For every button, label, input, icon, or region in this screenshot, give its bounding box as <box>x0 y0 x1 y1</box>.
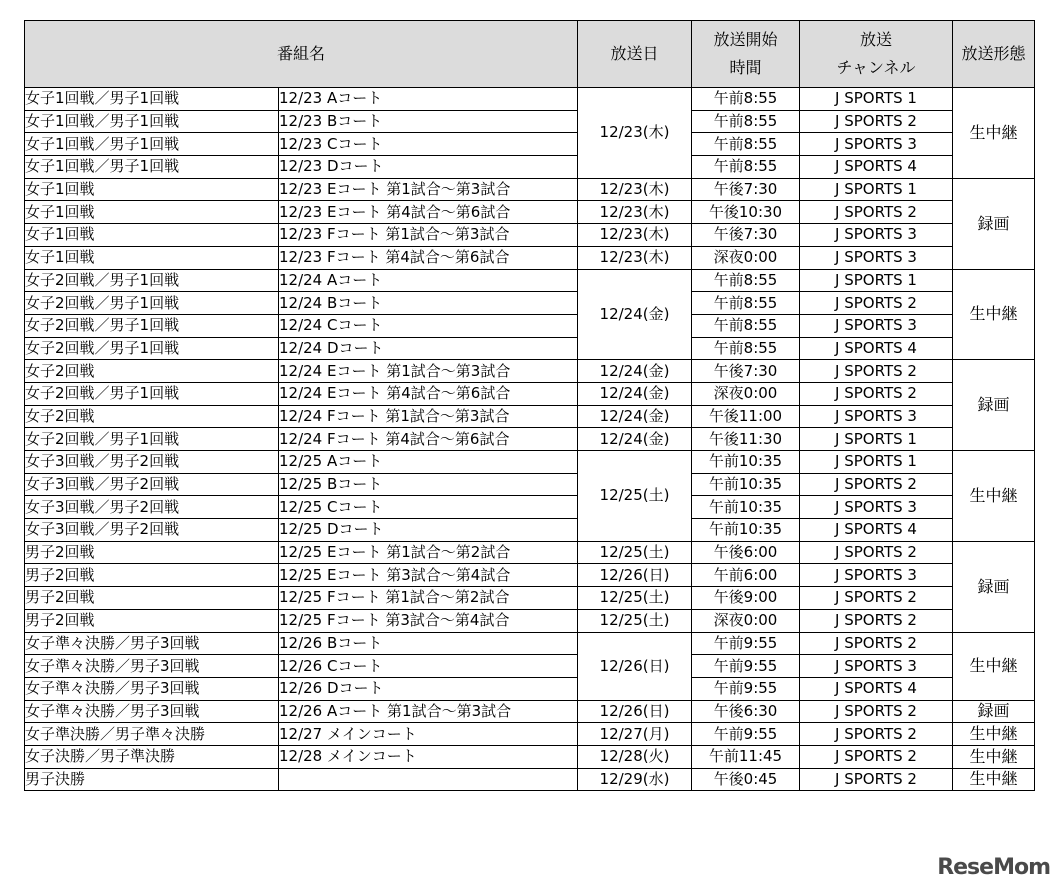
table-row <box>25 768 1035 791</box>
program-cell: 女子1回戦 <box>25 246 279 269</box>
court-cell: 12/25 Eコート 第3試合～第4試合 <box>279 564 578 587</box>
court-cell: 12/25 Bコート <box>279 473 578 496</box>
court-cell: 12/24 Dコート <box>279 337 578 360</box>
court-cell: 12/28 メインコート <box>279 745 578 768</box>
date-cell: 12/25(土) <box>578 541 692 564</box>
court-cell: 12/23 Aコート <box>279 88 578 111</box>
date-cell: 12/23(木) <box>578 246 692 269</box>
time-cell: 午前9:55 <box>692 632 800 655</box>
court-cell: 12/24 Fコート 第4試合～第6試合 <box>279 428 578 451</box>
format-cell: 生中継 <box>953 269 1035 360</box>
program-cell: 女子1回戦 <box>25 178 279 201</box>
channel-cell: J SPORTS 1 <box>800 178 953 201</box>
court-cell: 12/25 Dコート <box>279 519 578 542</box>
program-cell: 女子準決勝／男子準々決勝 <box>25 723 279 746</box>
program-cell: 女子1回戦 <box>25 201 279 224</box>
program-cell: 女子2回戦／男子1回戦 <box>25 269 279 292</box>
format-cell: 生中継 <box>953 88 1035 179</box>
program-cell: 女子2回戦／男子1回戦 <box>25 337 279 360</box>
table-row <box>25 110 1035 133</box>
table-row <box>25 451 1035 474</box>
court-cell: 12/26 Aコート 第1試合～第3試合 <box>279 700 578 723</box>
court-cell: 12/23 Fコート 第1試合～第3試合 <box>279 224 578 247</box>
program-cell: 男子2回戦 <box>25 609 279 632</box>
date-cell: 12/27(月) <box>578 723 692 746</box>
date-cell: 12/23(木) <box>578 201 692 224</box>
program-cell: 女子3回戦／男子2回戦 <box>25 473 279 496</box>
format-cell: 生中継 <box>953 745 1035 768</box>
channel-cell: J SPORTS 4 <box>800 519 953 542</box>
table-row <box>25 587 1035 610</box>
time-cell: 午前8:55 <box>692 110 800 133</box>
court-cell: 12/26 Bコート <box>279 632 578 655</box>
program-cell: 女子3回戦／男子2回戦 <box>25 496 279 519</box>
channel-cell: J SPORTS 2 <box>800 541 953 564</box>
date-cell: 12/26(日) <box>578 632 692 700</box>
channel-cell: J SPORTS 3 <box>800 133 953 156</box>
program-cell: 男子2回戦 <box>25 564 279 587</box>
court-cell: 12/23 Bコート <box>279 110 578 133</box>
format-cell: 生中継 <box>953 632 1035 700</box>
court-cell: 12/25 Cコート <box>279 496 578 519</box>
format-cell: 生中継 <box>953 451 1035 542</box>
time-cell: 午前9:55 <box>692 677 800 700</box>
court-cell: 12/23 Eコート 第1試合～第3試合 <box>279 178 578 201</box>
date-cell: 12/23(木) <box>578 178 692 201</box>
time-cell: 午後7:30 <box>692 360 800 383</box>
table-row <box>25 655 1035 678</box>
time-cell: 午前8:55 <box>692 269 800 292</box>
table-row <box>25 632 1035 655</box>
table-row <box>25 700 1035 723</box>
time-cell: 午前9:55 <box>692 655 800 678</box>
time-cell: 午前6:00 <box>692 564 800 587</box>
program-cell: 女子準々決勝／男子3回戦 <box>25 700 279 723</box>
date-cell: 12/26(日) <box>578 700 692 723</box>
channel-cell: J SPORTS 1 <box>800 451 953 474</box>
channel-cell: J SPORTS 3 <box>800 224 953 247</box>
court-cell: 12/23 Fコート 第4試合～第6試合 <box>279 246 578 269</box>
header-time: 放送開始 時間 <box>692 21 800 88</box>
header-format: 放送形態 <box>953 21 1035 88</box>
channel-cell: J SPORTS 2 <box>800 292 953 315</box>
table-row <box>25 224 1035 247</box>
date-cell: 12/24(金) <box>578 405 692 428</box>
court-cell: 12/23 Cコート <box>279 133 578 156</box>
date-cell: 12/23(木) <box>578 88 692 179</box>
time-cell: 深夜0:00 <box>692 382 800 405</box>
resemom-logo: ReseMom <box>937 855 1050 880</box>
date-cell: 12/26(日) <box>578 564 692 587</box>
court-cell: 12/24 Cコート <box>279 314 578 337</box>
time-cell: 午前8:55 <box>692 88 800 111</box>
court-cell: 12/24 Aコート <box>279 269 578 292</box>
program-cell: 女子1回戦 <box>25 224 279 247</box>
channel-cell: J SPORTS 3 <box>800 314 953 337</box>
channel-cell: J SPORTS 3 <box>800 496 953 519</box>
channel-cell: J SPORTS 1 <box>800 269 953 292</box>
time-cell: 午前8:55 <box>692 337 800 360</box>
table-row <box>25 337 1035 360</box>
date-cell: 12/25(土) <box>578 609 692 632</box>
program-cell: 女子2回戦／男子1回戦 <box>25 382 279 405</box>
date-cell: 12/29(水) <box>578 768 692 791</box>
court-cell: 12/24 Bコート <box>279 292 578 315</box>
program-cell: 女子2回戦／男子1回戦 <box>25 428 279 451</box>
table-row <box>25 745 1035 768</box>
table-row <box>25 405 1035 428</box>
court-cell: 12/24 Eコート 第1試合～第3試合 <box>279 360 578 383</box>
time-cell: 午後6:30 <box>692 700 800 723</box>
table-row <box>25 382 1035 405</box>
date-cell: 12/24(金) <box>578 382 692 405</box>
time-cell: 午前8:55 <box>692 292 800 315</box>
table-row <box>25 360 1035 383</box>
table-row <box>25 201 1035 224</box>
time-cell: 午後7:30 <box>692 224 800 247</box>
program-cell: 男子2回戦 <box>25 541 279 564</box>
court-cell: 12/25 Fコート 第3試合～第4試合 <box>279 609 578 632</box>
program-cell: 女子1回戦／男子1回戦 <box>25 110 279 133</box>
channel-cell: J SPORTS 2 <box>800 360 953 383</box>
time-cell: 午前8:55 <box>692 156 800 179</box>
program-cell: 男子2回戦 <box>25 587 279 610</box>
court-cell: 12/26 Dコート <box>279 677 578 700</box>
channel-cell: J SPORTS 2 <box>800 587 953 610</box>
channel-cell: J SPORTS 3 <box>800 564 953 587</box>
channel-cell: J SPORTS 2 <box>800 745 953 768</box>
program-cell: 女子3回戦／男子2回戦 <box>25 519 279 542</box>
table-row <box>25 292 1035 315</box>
format-cell: 録画 <box>953 541 1035 632</box>
program-cell: 女子3回戦／男子2回戦 <box>25 451 279 474</box>
format-cell: 録画 <box>953 178 1035 269</box>
program-cell: 女子準々決勝／男子3回戦 <box>25 677 279 700</box>
table-row <box>25 269 1035 292</box>
program-cell: 女子1回戦／男子1回戦 <box>25 88 279 111</box>
date-cell: 12/25(土) <box>578 587 692 610</box>
channel-cell: J SPORTS 3 <box>800 655 953 678</box>
format-cell: 生中継 <box>953 723 1035 746</box>
channel-cell: J SPORTS 3 <box>800 405 953 428</box>
table-row <box>25 314 1035 337</box>
header-program: 番組名 <box>25 21 578 88</box>
table-row <box>25 723 1035 746</box>
header-date: 放送日 <box>578 21 692 88</box>
channel-cell: J SPORTS 1 <box>800 428 953 451</box>
channel-cell: J SPORTS 4 <box>800 337 953 360</box>
court-cell <box>279 768 578 791</box>
court-cell: 12/25 Eコート 第1試合～第2試合 <box>279 541 578 564</box>
table-row <box>25 246 1035 269</box>
date-cell: 12/24(金) <box>578 360 692 383</box>
time-cell: 午後7:30 <box>692 178 800 201</box>
format-cell: 生中継 <box>953 768 1035 791</box>
program-cell: 女子2回戦 <box>25 360 279 383</box>
time-cell: 深夜0:00 <box>692 246 800 269</box>
court-cell: 12/26 Cコート <box>279 655 578 678</box>
channel-cell: J SPORTS 2 <box>800 723 953 746</box>
table-row <box>25 519 1035 542</box>
program-cell: 女子1回戦／男子1回戦 <box>25 156 279 179</box>
program-cell: 女子2回戦／男子1回戦 <box>25 292 279 315</box>
table-row <box>25 564 1035 587</box>
format-cell: 録画 <box>953 360 1035 451</box>
table-row <box>25 496 1035 519</box>
table-row <box>25 133 1035 156</box>
header-channel: 放送 チャンネル <box>800 21 953 88</box>
date-cell: 12/24(金) <box>578 428 692 451</box>
channel-cell: J SPORTS 2 <box>800 768 953 791</box>
program-cell: 男子決勝 <box>25 768 279 791</box>
date-cell: 12/28(火) <box>578 745 692 768</box>
time-cell: 午前10:35 <box>692 451 800 474</box>
channel-cell: J SPORTS 2 <box>800 632 953 655</box>
program-cell: 女子決勝／男子準決勝 <box>25 745 279 768</box>
time-cell: 午前10:35 <box>692 519 800 542</box>
court-cell: 12/25 Fコート 第1試合～第2試合 <box>279 587 578 610</box>
table-row <box>25 473 1035 496</box>
channel-cell: J SPORTS 4 <box>800 156 953 179</box>
time-cell: 午後10:30 <box>692 201 800 224</box>
channel-cell: J SPORTS 2 <box>800 201 953 224</box>
table-row <box>25 178 1035 201</box>
program-cell: 女子1回戦／男子1回戦 <box>25 133 279 156</box>
time-cell: 午前9:55 <box>692 723 800 746</box>
channel-cell: J SPORTS 2 <box>800 382 953 405</box>
time-cell: 午後11:00 <box>692 405 800 428</box>
court-cell: 12/23 Dコート <box>279 156 578 179</box>
court-cell: 12/27 メインコート <box>279 723 578 746</box>
time-cell: 午後6:00 <box>692 541 800 564</box>
time-cell: 午後9:00 <box>692 587 800 610</box>
court-cell: 12/23 Eコート 第4試合～第6試合 <box>279 201 578 224</box>
channel-cell: J SPORTS 2 <box>800 609 953 632</box>
channel-cell: J SPORTS 3 <box>800 246 953 269</box>
table-row <box>25 541 1035 564</box>
channel-cell: J SPORTS 2 <box>800 700 953 723</box>
channel-cell: J SPORTS 2 <box>800 110 953 133</box>
table-row <box>25 156 1035 179</box>
broadcast-schedule-table <box>24 20 1035 791</box>
time-cell: 午後0:45 <box>692 768 800 791</box>
table-row <box>25 428 1035 451</box>
program-cell: 女子2回戦／男子1回戦 <box>25 314 279 337</box>
table-row <box>25 88 1035 111</box>
court-cell: 12/25 Aコート <box>279 451 578 474</box>
time-cell: 午後11:30 <box>692 428 800 451</box>
header-row <box>25 21 1035 88</box>
program-cell: 女子準々決勝／男子3回戦 <box>25 655 279 678</box>
table-row <box>25 609 1035 632</box>
court-cell: 12/24 Fコート 第1試合～第3試合 <box>279 405 578 428</box>
time-cell: 深夜0:00 <box>692 609 800 632</box>
channel-cell: J SPORTS 1 <box>800 88 953 111</box>
date-cell: 12/25(土) <box>578 451 692 542</box>
time-cell: 午前11:45 <box>692 745 800 768</box>
time-cell: 午前10:35 <box>692 473 800 496</box>
program-cell: 女子2回戦 <box>25 405 279 428</box>
time-cell: 午前8:55 <box>692 133 800 156</box>
date-cell: 12/23(木) <box>578 224 692 247</box>
schedule-body <box>25 88 1035 791</box>
time-cell: 午前8:55 <box>692 314 800 337</box>
time-cell: 午前10:35 <box>692 496 800 519</box>
channel-cell: J SPORTS 2 <box>800 473 953 496</box>
court-cell: 12/24 Eコート 第4試合～第6試合 <box>279 382 578 405</box>
date-cell: 12/24(金) <box>578 269 692 360</box>
table-row <box>25 677 1035 700</box>
program-cell: 女子準々決勝／男子3回戦 <box>25 632 279 655</box>
channel-cell: J SPORTS 4 <box>800 677 953 700</box>
format-cell: 録画 <box>953 700 1035 723</box>
